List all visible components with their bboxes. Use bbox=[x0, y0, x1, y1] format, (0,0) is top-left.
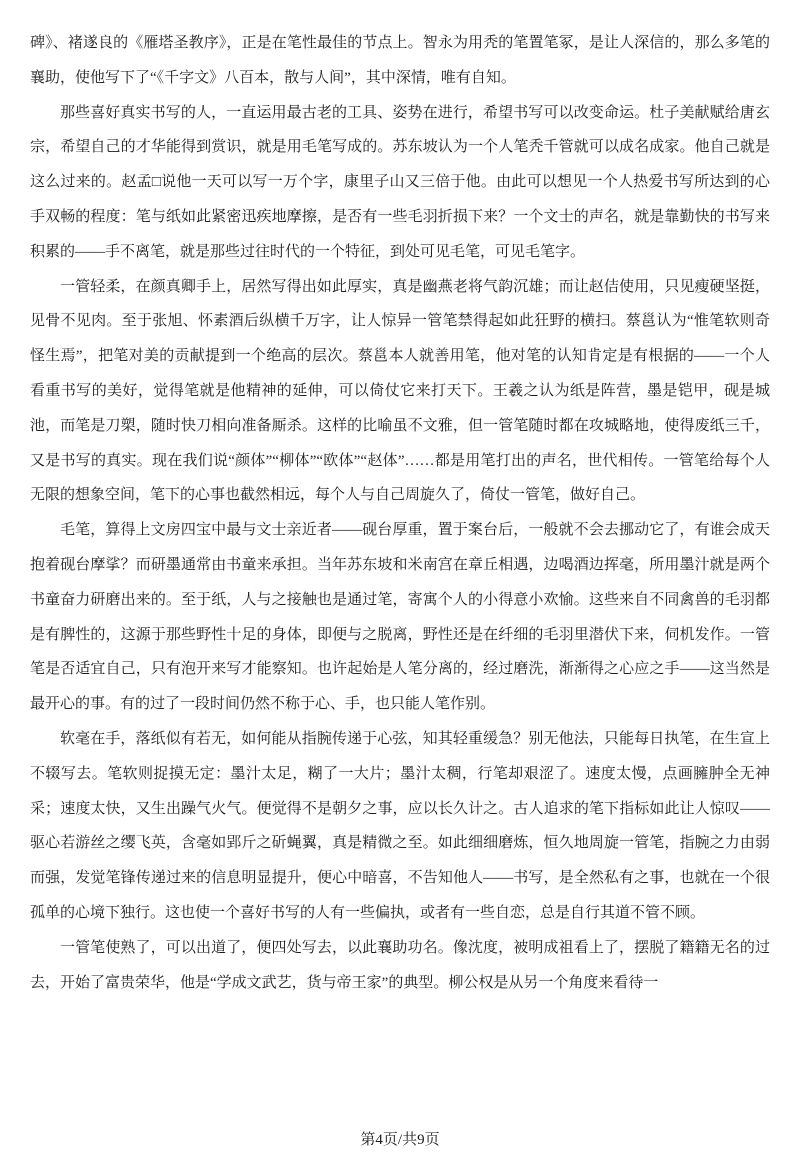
paragraph: 毛笔，算得上文房四宝中最与文士亲近者——砚台厚重，置于案台后，一般就不会去挪动它了，有谁会成天抱着砚台摩挲？而研墨通常由书童来承担。当年苏东坡和米南宫在章丘相遇，边喝酒边挥毫，所用墨汁就是两个书童奋力研磨出来的。至于纸，人与之接触也是通过笔，寄寓个人的小得意小欢愉。这些来自不同禽兽的毛羽都是有脾性的，这源于那些野性十足的身体，即便与之脱离，野性还是在纤细的毛羽里潜伏下来，伺机发作。一管笔是否适宜自己，只有泡开来写才能察知。也许起始是人笔分离的，经过磨洗，渐渐得之心应之手——这当然是最开心的事。有的过了一段时间仍然不称于心、手，也只能人笔作别。 bbox=[30, 522, 770, 713]
paragraph: 一管轻柔，在颜真卿手上，居然写得出如此厚实，真是幽燕老将气韵沉雄；而让赵佶使用，只见瘦硬坚挺，见骨不见肉。至于张旭、怀素酒后纵横千万字，让人惊异一管笔禁得起如此狂野的横扫。蔡邕认为“惟笔软则奇怪生焉”，把笔对美的贡献提到一个绝高的层次。蔡邕本人就善用笔，他对笔的认知肯定是有根据的——一个人看重书写的美好，觉得笔就是他精神的延伸，可以倚仗它来打天下。王羲之认为纸是阵营，墨是铠甲，砚是城池，而笔是刀槊，随时快刀相向准备厮杀。这样的比喻虽不文雅，但一管笔随时都在攻城略地，使得废纸三千，又是书写的真实。现在我们说“颜体”“柳体”“欧体”“赵体”……都是用笔打出的声名，世代相传。一管笔给每个人无限的想象空间，笔下的心事也截然相远，每个人与自己周旋久了，倚仗一管笔，做好自己。 bbox=[30, 278, 770, 504]
page-number-indicator: 第4页/共9页 bbox=[360, 1132, 440, 1148]
paragraph-continuation: 碑》、褚遂良的《雁塔圣教序》，正是在笔性最佳的节点上。智永为用秃的笔置笔冢，是让人深信的，那么多笔的襄助，使他写下了“《千字文》八百本，散与人间”，其中深情，唯有自知。 bbox=[30, 35, 770, 86]
document-body bbox=[30, 26, 770, 1000]
paragraph: 那些喜好真实书写的人，一直运用最古老的工具、姿势在进行，希望书写可以改变命运。杜子美献赋给唐玄宗，希望自己的才华能得到赏识，就是用毛笔写成的。苏东坡认为一个人笔秃千管就可以成名成家。他自己就是这么过来的。赵孟□说他一天可以写一万个字，康里子山又三倍于他。由此可以想见一个人热爱书写所达到的心手双畅的程度：笔与纸如此紧密迅疾地摩擦，是否有一些毛羽折损下来？一个文士的声名，就是靠勤快的书写来积累的——手不离笔，就是那些过往时代的一个特征，到处可见毛笔，可见毛笔字。 bbox=[30, 104, 770, 260]
paragraph: 软毫在手，落纸似有若无，如何能从指腕传递于心弦，知其轻重缓急？别无他法，只能每日执笔，在生宣上不辍写去。笔软则捉摸无定：墨汁太足，糊了一大片；墨汁太稠，行笔却艰涩了。速度太慢，点画臃肿全无神采；速度太快，又生出躁气火气。便觉得不是朝夕之事，应以长久计之。古人追求的笔下指标如此让人惊叹——驱心若游丝之缨飞英，含毫如郢斤之斫蝇翼，真是精微之至。如此细细磨炼，恒久地周旋一管笔，指腕之力由弱而强，发觉笔锋传递过来的信息明显提升，便心中暗喜，不告知他人——书写，是全然私有之事，也就在一个很孤单的心境下独行。这也使一个喜好书写的人有一些偏执，或者有一些自恋，总是自行其道不管不顾。 bbox=[30, 730, 770, 921]
paragraph: 一管笔使熟了，可以出道了，便四处写去，以此襄助功名。像沈度，被明成祖看上了，摆脱了籍籍无名的过去，开始了富贵荣华，他是“学成文武艺，货与帝王家”的典型。柳公权是从另一个角度来看待一 bbox=[30, 939, 770, 991]
